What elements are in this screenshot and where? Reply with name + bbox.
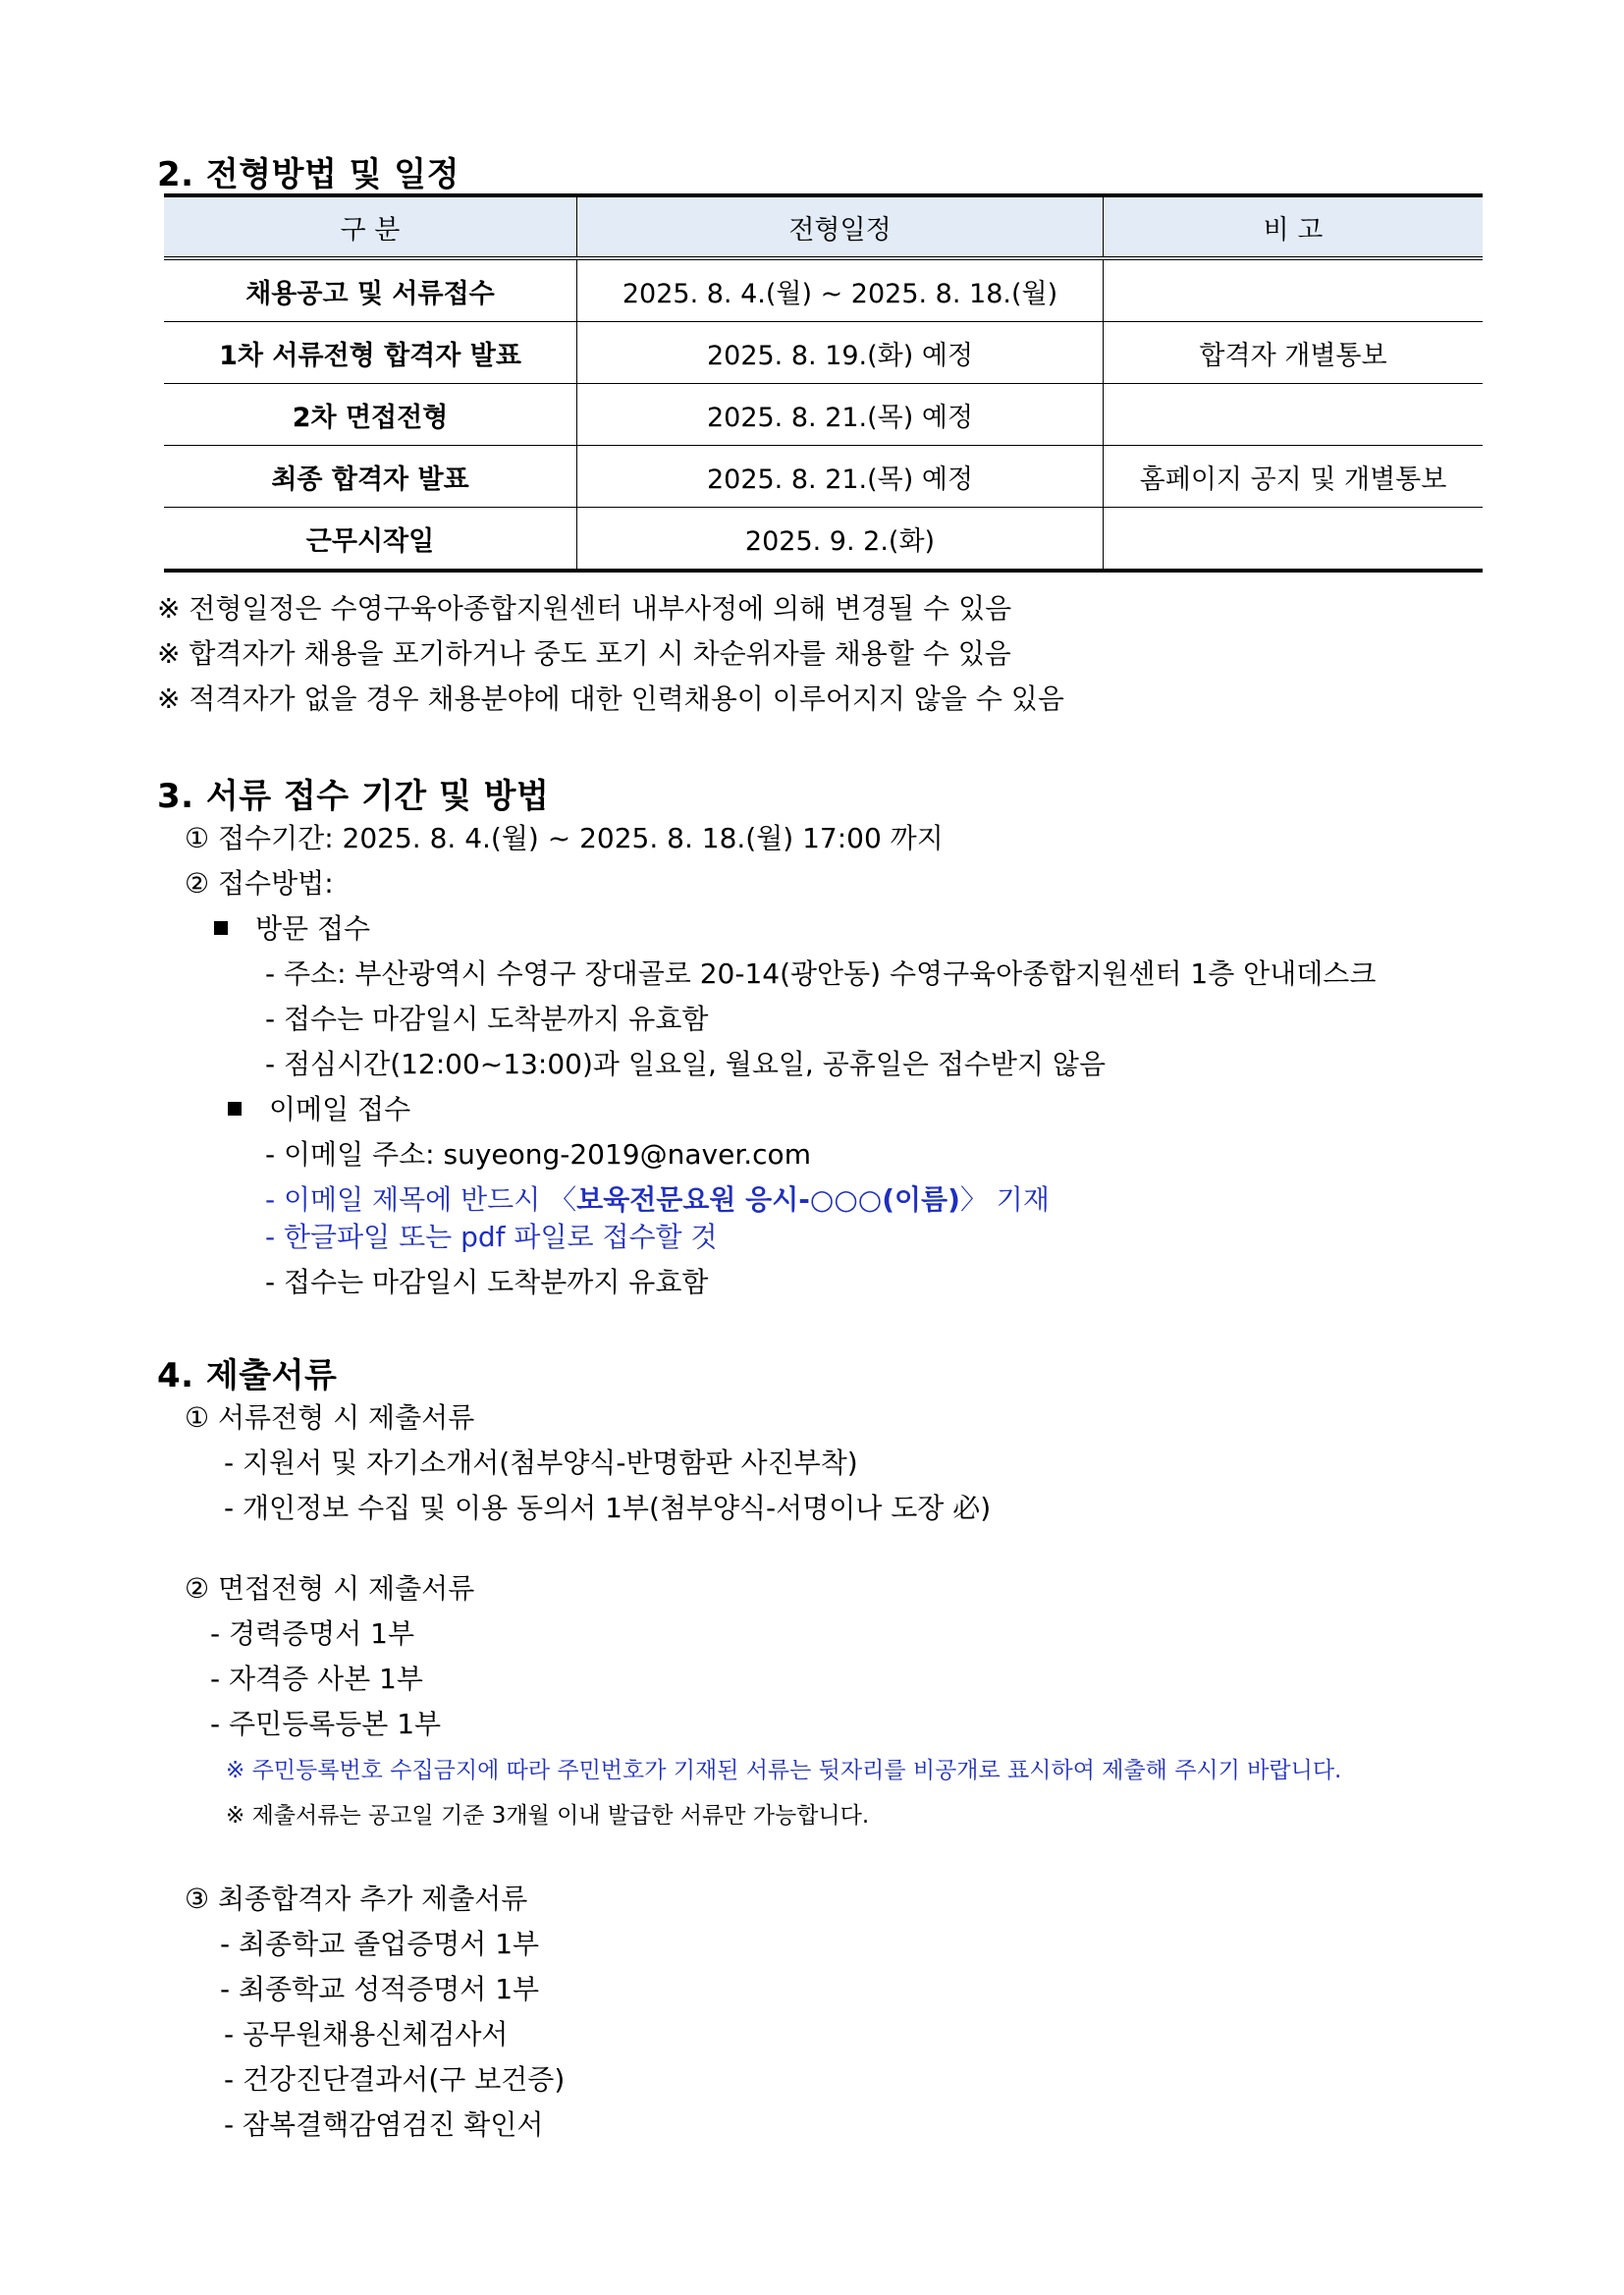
table-row: [164, 258, 1483, 322]
visit-submission-label: [214, 907, 370, 947]
schedule-note: ※ 전형일정은 수영구육아종합지원센터 내부사정에 의해 변경될 수 있음: [157, 592, 1012, 625]
interview-stage-item: - 주민등록등본 1부: [210, 1708, 442, 1740]
table-row: [164, 508, 1483, 572]
email-subject-rule: [265, 1178, 1050, 1218]
schedule-note: ※ 적격자가 없을 경우 채용분야에 대한 인력채용이 이루어지지 않을 수 있음: [157, 683, 1064, 715]
schedule-table: [164, 193, 1483, 573]
section-3-title: 3. 서류 접수 기간 및 방법: [157, 777, 550, 816]
table-cell: [1104, 508, 1484, 572]
table-header-row: [164, 195, 1483, 258]
interview-stage-item: - 자격증 사본 1부: [210, 1663, 423, 1695]
email-file-format: - 한글파일 또는 pdf 파일로 접수할 것: [265, 1221, 718, 1253]
submission-method: ② 접수방법:: [185, 867, 334, 900]
email-subject-suffix: 〉 기재: [959, 1183, 1050, 1216]
email-submission-label: [228, 1088, 410, 1127]
table-cell: [1104, 384, 1484, 446]
section-2-title: 2. 전형방법 및 일정: [157, 155, 460, 194]
email-subject-prefix: - 이메일 제목에 반드시 〈: [265, 1183, 577, 1216]
table-row: [164, 322, 1483, 384]
table-header-cell: 구 분: [164, 195, 577, 258]
interview-stage-label: ② 면접전형 시 제출서류: [185, 1572, 475, 1605]
table-cell: 2025. 9. 2.(화): [577, 508, 1104, 572]
table-cell: 합격자 개별통보: [1104, 322, 1484, 384]
table-cell: 2025. 8. 21.(목) 예정: [577, 446, 1104, 508]
table-row: [164, 446, 1483, 508]
schedule-note: ※ 합격자가 채용을 포기하거나 중도 포기 시 차순위자를 채용할 수 있음: [157, 637, 1011, 670]
final-stage-item: - 최종학교 성적증명서 1부: [220, 1973, 540, 2005]
table-cell: 채용공고 및 서류접수: [164, 258, 577, 322]
document-validity-note: ※ 제출서류는 공고일 기준 3개월 이내 발급한 서류만 가능합니다.: [226, 1803, 870, 1829]
doc-stage-label: ① 서류전형 시 제출서류: [185, 1401, 475, 1434]
final-stage-label: ③ 최종합격자 추가 제출서류: [185, 1883, 528, 1915]
table-cell: 2차 면접전형: [164, 384, 577, 446]
visit-label-text: 방문 접수: [255, 912, 371, 945]
final-stage-item: - 공무원채용신체검사서: [224, 2018, 509, 2050]
doc-stage-item: - 개인정보 수집 및 이용 동의서 1부(첨부양식-서명이나 도장 必): [224, 1492, 992, 1524]
email-address: - 이메일 주소: suyeong-2019@naver.com: [265, 1138, 811, 1171]
email-deadline: - 접수는 마감일시 도착분까지 유효함: [265, 1266, 709, 1298]
email-label-text: 이메일 접수: [269, 1093, 411, 1125]
table-cell: 2025. 8. 4.(월) ~ 2025. 8. 18.(월): [577, 258, 1104, 322]
table-header-cell: 비 고: [1104, 195, 1484, 258]
table-cell: 근무시작일: [164, 508, 577, 572]
interview-stage-item: - 경력증명서 1부: [210, 1617, 415, 1650]
square-bullet-icon: [214, 921, 228, 935]
submission-period: ① 접수기간: 2025. 8. 4.(월) ~ 2025. 8. 18.(월) 17:00 까지: [185, 822, 944, 854]
resident-number-note: ※ 주민등록번호 수집금지에 따라 주민번호가 기재된 서류는 뒷자리를 비공개로 표시하여 제출해 주시기 바랍니다.: [226, 1758, 1342, 1783]
final-stage-item: - 잠복결핵감염검진 확인서: [224, 2108, 544, 2141]
square-bullet-icon: [228, 1102, 242, 1116]
table-cell: 2025. 8. 19.(화) 예정: [577, 322, 1104, 384]
visit-item: - 점심시간(12:00~13:00)과 일요일, 월요일, 공휴일은 접수받지 않음: [265, 1048, 1107, 1080]
table-cell: [1104, 258, 1484, 322]
section-4-title: 4. 제출서류: [157, 1356, 338, 1395]
table-cell: 최종 합격자 발표: [164, 446, 577, 508]
email-subject-format: 보육전문요원 응시-○○○(이름): [576, 1183, 960, 1216]
table-row: [164, 384, 1483, 446]
final-stage-item: - 최종학교 졸업증명서 1부: [220, 1928, 540, 1960]
visit-item: - 접수는 마감일시 도착분까지 유효함: [265, 1003, 709, 1035]
final-stage-item: - 건강진단결과서(구 보건증): [224, 2063, 566, 2096]
visit-item: - 주소: 부산광역시 수영구 장대골로 20-14(광안동) 수영구육아종합지원센터 1층 안내데스크: [265, 957, 1377, 990]
table-cell: 홈페이지 공지 및 개별통보: [1104, 446, 1484, 508]
table-header-cell: 전형일정: [577, 195, 1104, 258]
table-cell: 2025. 8. 21.(목) 예정: [577, 384, 1104, 446]
doc-stage-item: - 지원서 및 자기소개서(첨부양식-반명함판 사진부착): [224, 1447, 858, 1479]
table-cell: 1차 서류전형 합격자 발표: [164, 322, 577, 384]
